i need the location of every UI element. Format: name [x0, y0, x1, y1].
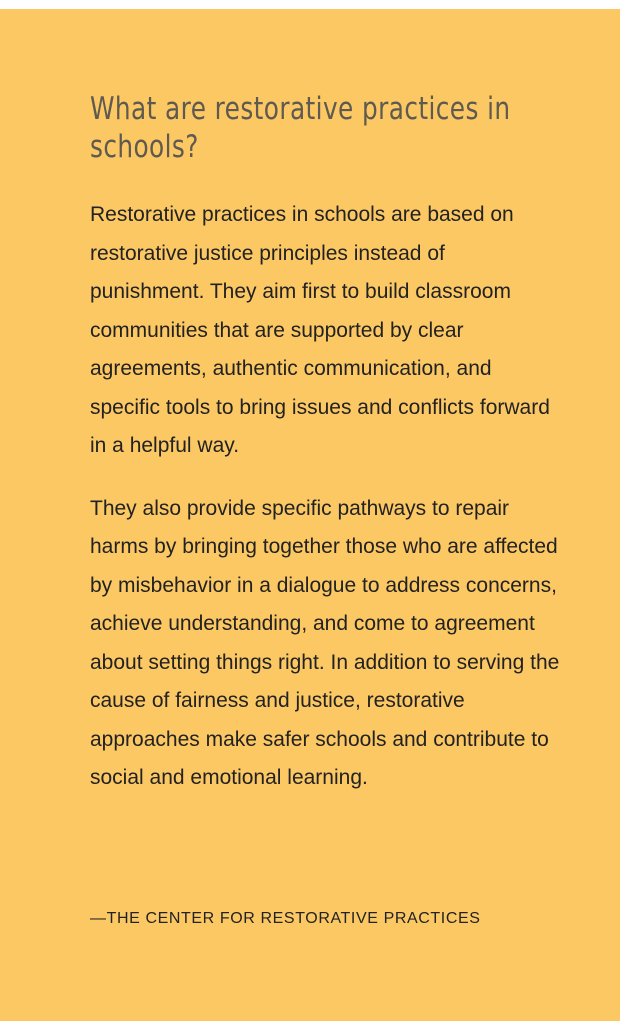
- body-paragraph-2: They also provide specific pathways to repair harms by bringing together those who are affected by misbehavior in a dialogue to address concerns, achieve understanding, and come to agreement about setting things right. In addition to serving the cause of fairness and justice, restorative approaches make safer schools and contribute to social and emotional learning.: [90, 496, 560, 789]
- body-paragraph-1: Restorative practices in schools are based on restorative justice principles instead of punishment. They aim first to build classroom communities that are supported by clear agreements, authentic communication, and specific tools to bring issues and conflicts forward in a helpful way.: [90, 203, 550, 457]
- sidebar-heading: What are restorative practices in schools?: [90, 91, 511, 165]
- attribution: —THE CENTER FOR RESTORATIVE PRACTICES: [90, 910, 481, 927]
- sidebar-body: [90, 196, 560, 798]
